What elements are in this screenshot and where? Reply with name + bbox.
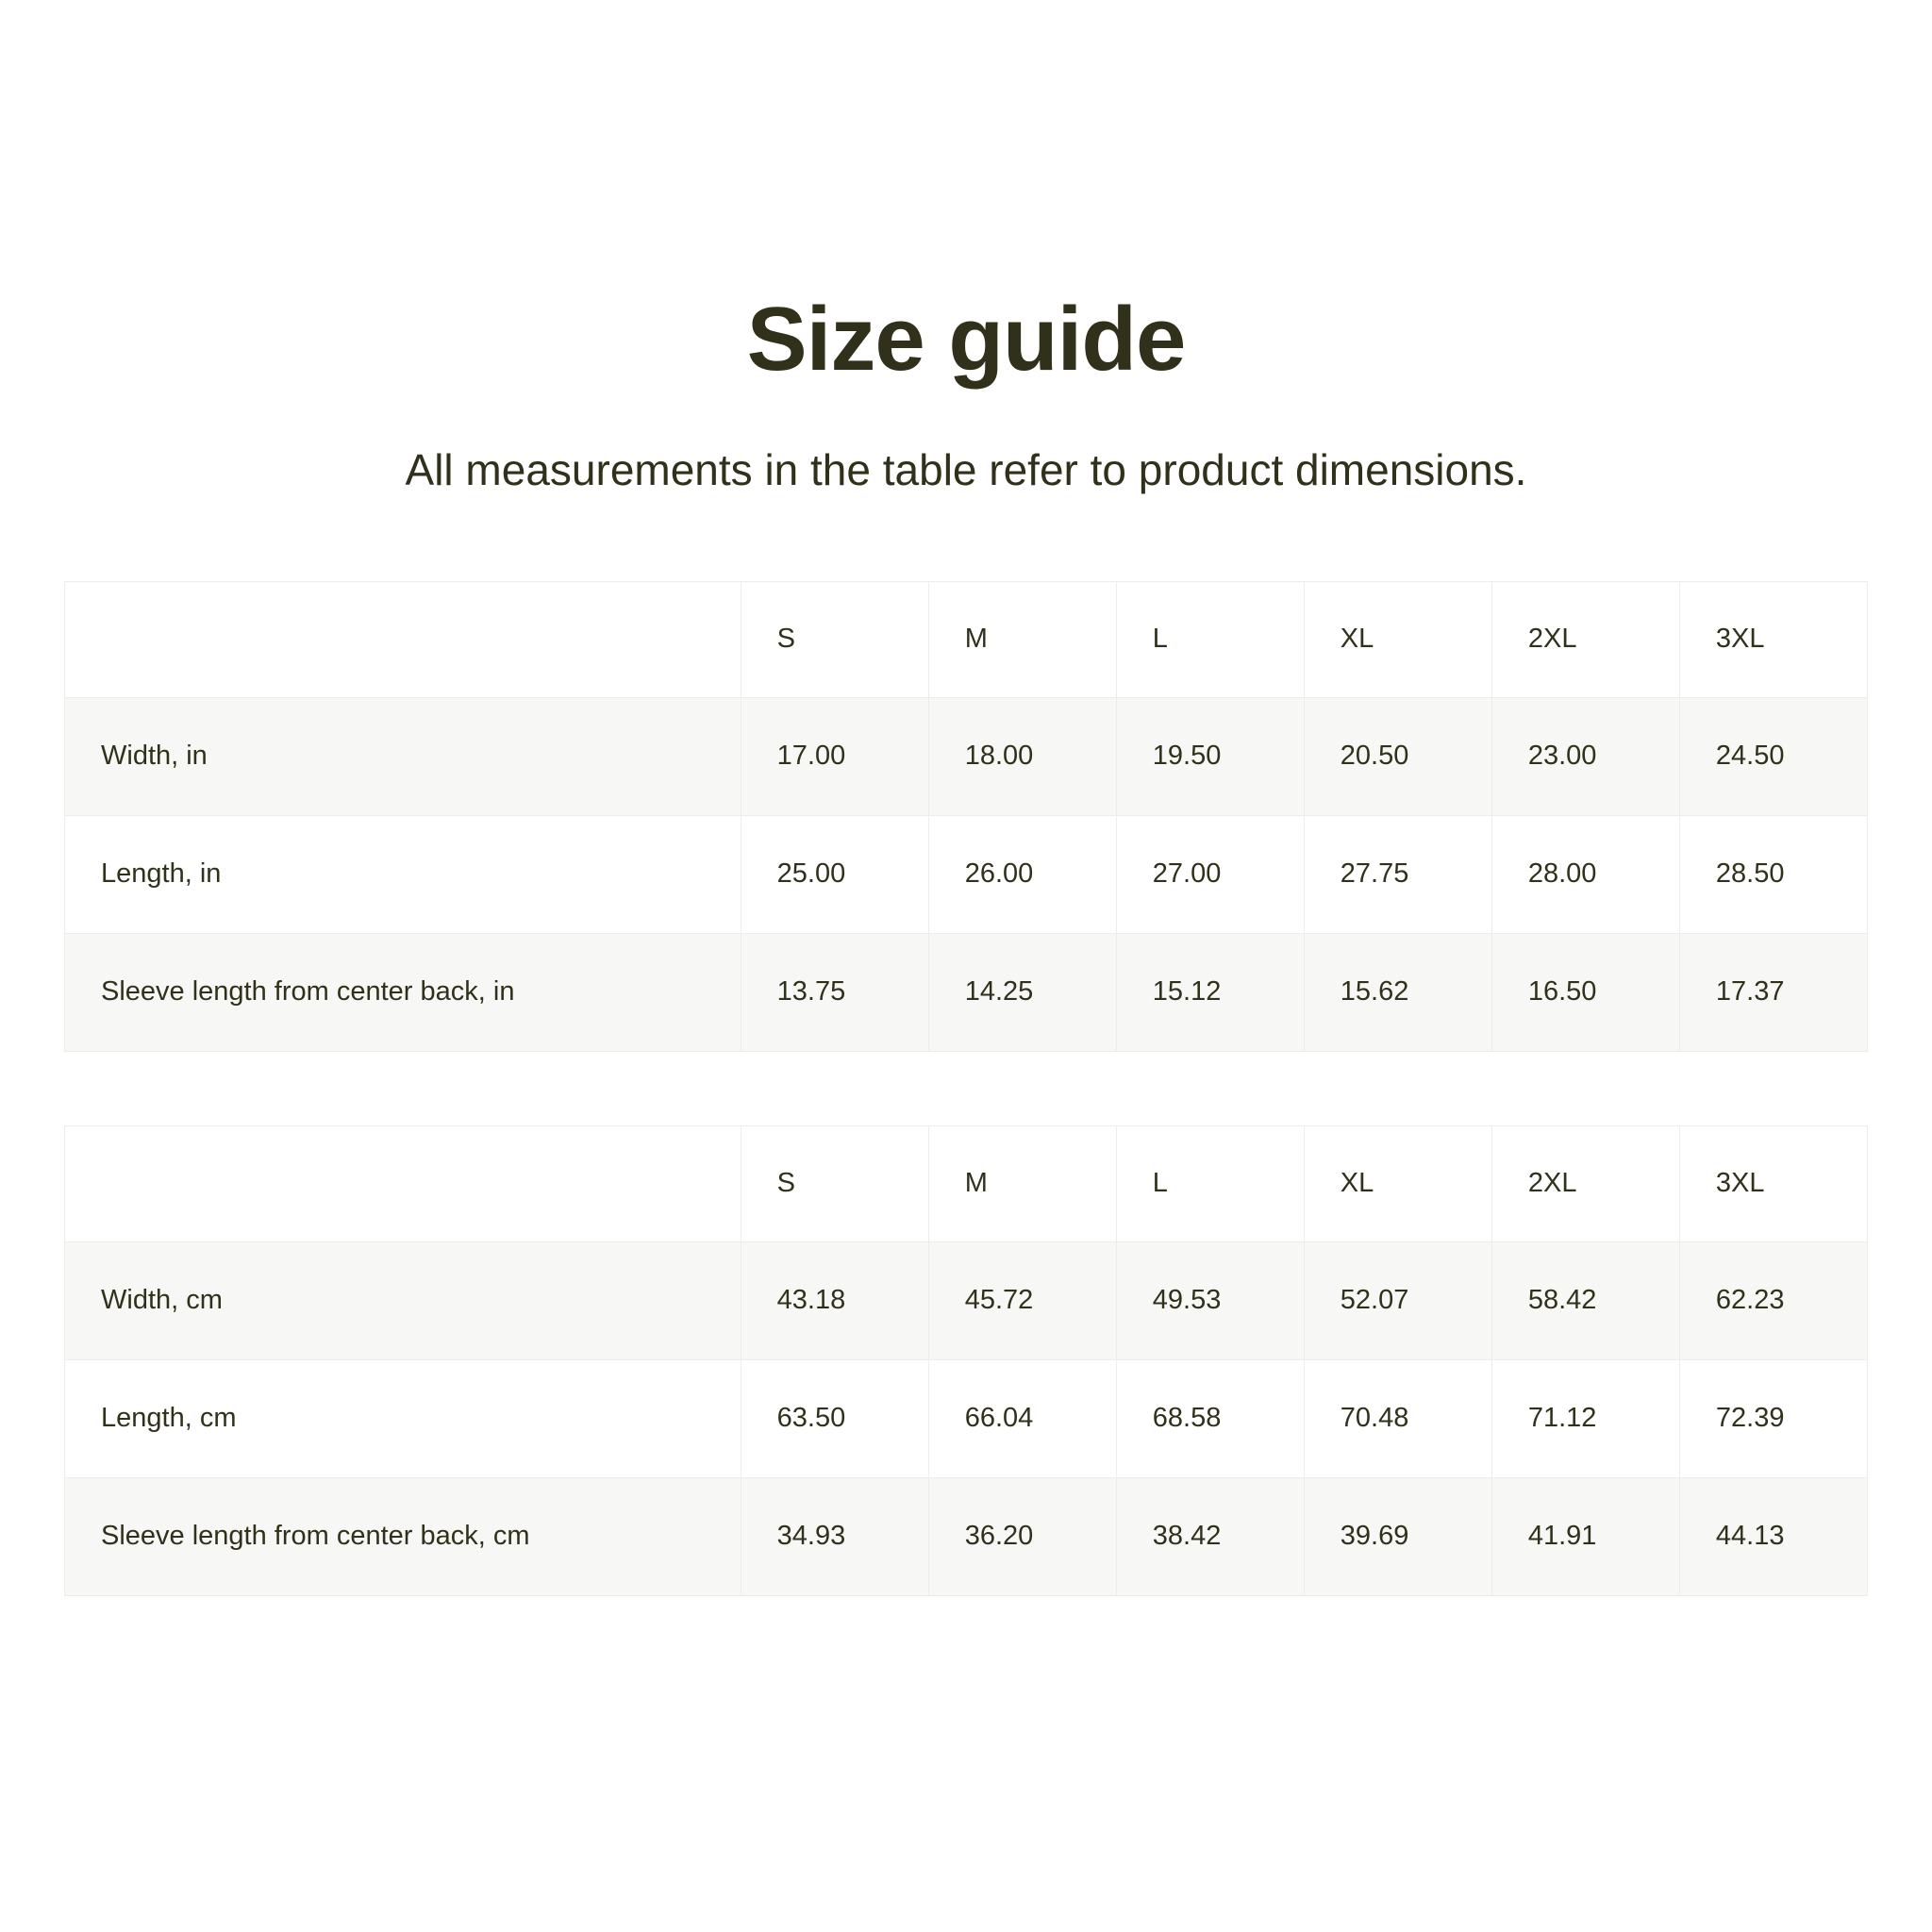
- cell-value: 39.69: [1304, 1477, 1491, 1595]
- cell-value: 70.48: [1304, 1359, 1491, 1477]
- cell-value: 25.00: [741, 815, 928, 933]
- column-header-xl: XL: [1304, 581, 1491, 697]
- cell-value: 14.25: [928, 933, 1116, 1051]
- cell-value: 20.50: [1304, 697, 1491, 815]
- cell-value: 13.75: [741, 933, 928, 1051]
- inches-size-table: [64, 581, 1868, 1052]
- column-header-m: M: [928, 581, 1116, 697]
- cell-value: 43.18: [741, 1241, 928, 1359]
- row-label: Length, in: [65, 815, 741, 933]
- table-row: [65, 1241, 1868, 1359]
- table-row: [65, 1477, 1868, 1595]
- column-header-2xl: 2XL: [1491, 581, 1679, 697]
- table-corner-cell: [65, 581, 741, 697]
- column-header-l: L: [1116, 1125, 1304, 1241]
- cell-value: 68.58: [1116, 1359, 1304, 1477]
- centimeters-size-table: [64, 1125, 1868, 1596]
- cell-value: 27.00: [1116, 815, 1304, 933]
- column-header-s: S: [741, 581, 928, 697]
- cell-value: 52.07: [1304, 1241, 1491, 1359]
- column-header-3xl: 3XL: [1679, 1125, 1867, 1241]
- table-header-row: [65, 1125, 1868, 1241]
- cell-value: 62.23: [1679, 1241, 1867, 1359]
- cell-value: 72.39: [1679, 1359, 1867, 1477]
- size-tables: [0, 581, 1932, 1596]
- row-label: Sleeve length from center back, in: [65, 933, 741, 1051]
- cell-value: 17.37: [1679, 933, 1867, 1051]
- column-header-l: L: [1116, 581, 1304, 697]
- row-label: Sleeve length from center back, cm: [65, 1477, 741, 1595]
- cell-value: 45.72: [928, 1241, 1116, 1359]
- cell-value: 58.42: [1491, 1241, 1679, 1359]
- cell-value: 28.00: [1491, 815, 1679, 933]
- cell-value: 66.04: [928, 1359, 1116, 1477]
- page-header: [0, 0, 1932, 496]
- cell-value: 15.62: [1304, 933, 1491, 1051]
- cell-value: 23.00: [1491, 697, 1679, 815]
- column-header-xl: XL: [1304, 1125, 1491, 1241]
- table-row: [65, 815, 1868, 933]
- row-label: Width, in: [65, 697, 741, 815]
- row-label: Width, cm: [65, 1241, 741, 1359]
- cell-value: 27.75: [1304, 815, 1491, 933]
- cell-value: 19.50: [1116, 697, 1304, 815]
- row-label: Length, cm: [65, 1359, 741, 1477]
- cell-value: 17.00: [741, 697, 928, 815]
- cell-value: 38.42: [1116, 1477, 1304, 1595]
- cell-value: 34.93: [741, 1477, 928, 1595]
- column-header-2xl: 2XL: [1491, 1125, 1679, 1241]
- cell-value: 26.00: [928, 815, 1116, 933]
- cell-value: 16.50: [1491, 933, 1679, 1051]
- column-header-s: S: [741, 1125, 928, 1241]
- cell-value: 44.13: [1679, 1477, 1867, 1595]
- table-corner-cell: [65, 1125, 741, 1241]
- cell-value: 24.50: [1679, 697, 1867, 815]
- cell-value: 63.50: [741, 1359, 928, 1477]
- cell-value: 36.20: [928, 1477, 1116, 1595]
- cell-value: 18.00: [928, 697, 1116, 815]
- page-subtitle: All measurements in the table refer to product dimensions.: [405, 444, 1527, 494]
- column-header-m: M: [928, 1125, 1116, 1241]
- cell-value: 15.12: [1116, 933, 1304, 1051]
- page-title: Size guide: [746, 289, 1186, 390]
- cell-value: 28.50: [1679, 815, 1867, 933]
- cell-value: 71.12: [1491, 1359, 1679, 1477]
- column-header-3xl: 3XL: [1679, 581, 1867, 697]
- table-row: [65, 1359, 1868, 1477]
- table-header-row: [65, 581, 1868, 697]
- cell-value: 41.91: [1491, 1477, 1679, 1595]
- table-row: [65, 697, 1868, 815]
- table-row: [65, 933, 1868, 1051]
- cell-value: 49.53: [1116, 1241, 1304, 1359]
